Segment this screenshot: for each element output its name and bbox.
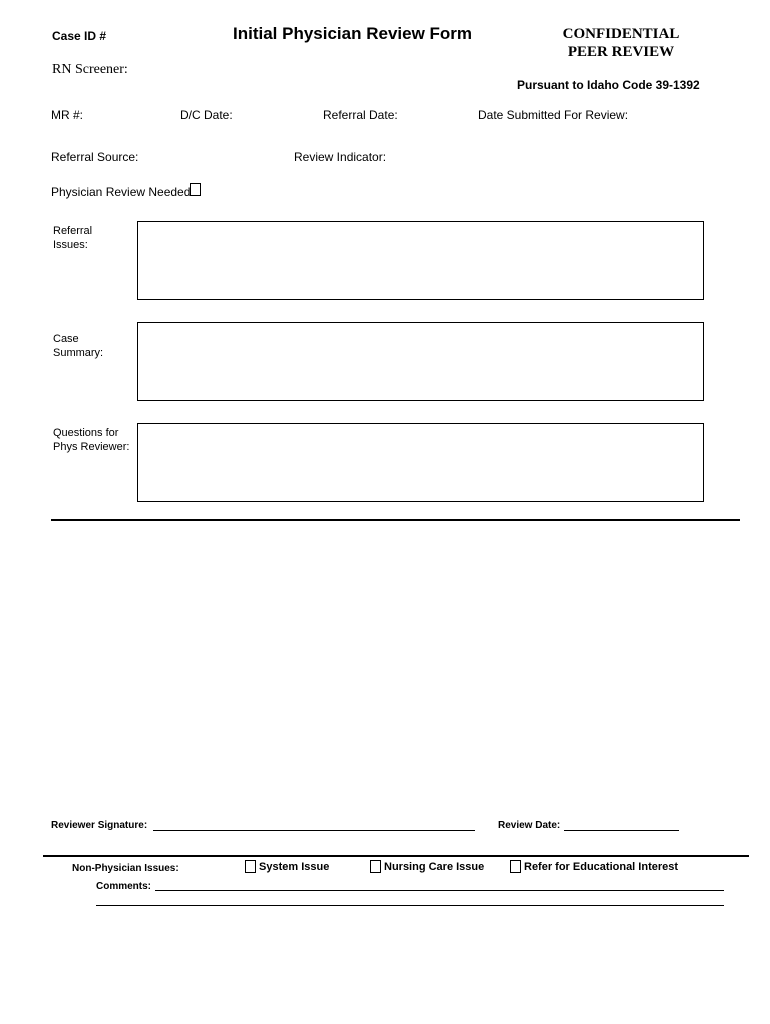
mr-label: MR #: [51, 108, 84, 122]
refer-educational-label: Refer for Educational Interest [524, 861, 679, 873]
reviewer-signature-label: Reviewer Signature: [51, 820, 148, 831]
nursing-care-issue-label: Nursing Care Issue [384, 861, 485, 873]
questions-label [53, 426, 129, 454]
rn-screener-label: RN Screener: [52, 62, 128, 77]
review-date-label: Review Date: [498, 820, 561, 831]
system-issue-label: System Issue [259, 861, 330, 873]
referral-issues-textarea[interactable] [137, 221, 704, 300]
pursuant-label: Pursuant to Idaho Code 39-1392 [517, 78, 700, 92]
case-id-label: Case ID # [52, 29, 107, 43]
referral-issues-label [53, 224, 92, 252]
footer-divider [43, 855, 749, 857]
form-title: Initial Physician Review Form [233, 24, 473, 43]
peer-review-label: PEER REVIEW [567, 44, 675, 60]
refer-educational-checkbox[interactable] [510, 860, 521, 873]
referral-date-label: Referral Date: [323, 108, 398, 122]
physician-review-needed-checkbox[interactable] [190, 183, 201, 196]
questions-label-line1: Questions for [53, 427, 119, 439]
case-summary-textarea[interactable] [137, 322, 704, 401]
physician-review-needed-label: Physician Review Needed [51, 185, 191, 199]
questions-label-line2: Phys Reviewer: [53, 441, 130, 453]
confidential-label: CONFIDENTIAL [562, 26, 680, 42]
referral-issues-label-line2: Issues: [53, 239, 88, 251]
questions-textarea[interactable] [137, 423, 704, 502]
case-summary-label-line1: Case [53, 333, 79, 345]
case-summary-label [53, 332, 103, 360]
system-issue-checkbox[interactable] [245, 860, 256, 873]
review-date-line[interactable] [564, 830, 679, 831]
referral-issues-label-line1: Referral [53, 225, 93, 237]
case-summary-label-line2: Summary: [53, 347, 104, 359]
dc-date-label: D/C Date: [180, 108, 233, 122]
review-indicator-label: Review Indicator: [294, 150, 387, 164]
comments-line-1[interactable] [155, 890, 724, 891]
non-physician-issues-label: Non-Physician Issues: [72, 863, 179, 874]
nursing-care-issue-checkbox[interactable] [370, 860, 381, 873]
comments-line-2[interactable] [96, 905, 724, 906]
referral-source-label: Referral Source: [51, 150, 139, 164]
reviewer-signature-line[interactable] [153, 830, 475, 831]
comments-label: Comments: [96, 881, 152, 892]
date-submitted-label: Date Submitted For Review: [478, 108, 629, 122]
section-divider [51, 519, 740, 521]
